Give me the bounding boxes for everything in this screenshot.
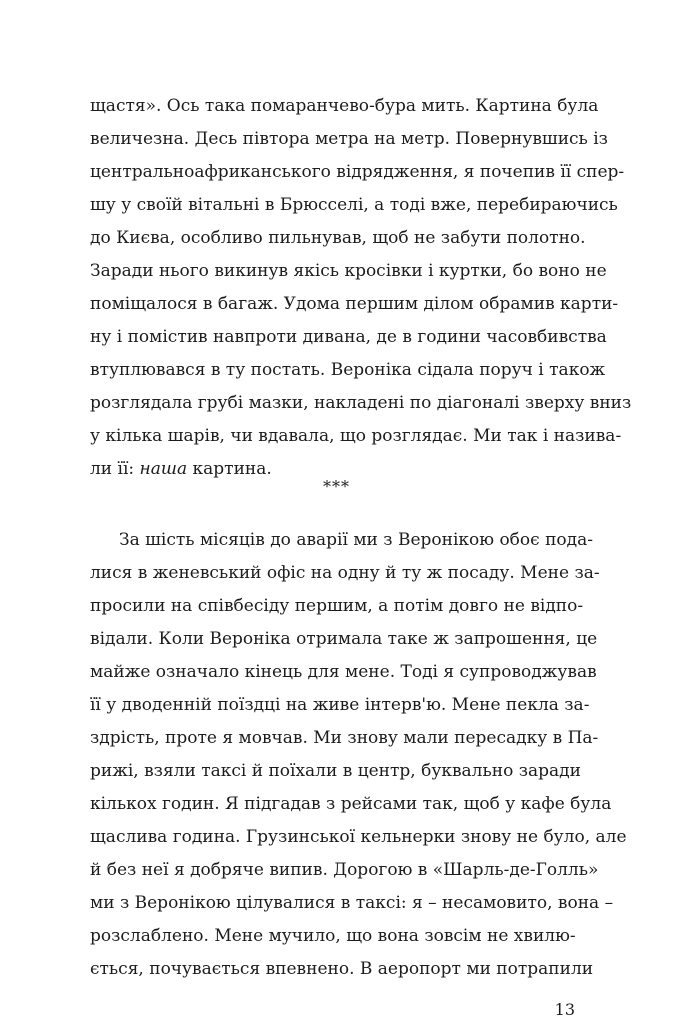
text-line: рижі, взяли таксі й поїхали в центр, буквально заради xyxy=(90,761,581,781)
text-run: ли її: xyxy=(90,459,140,479)
text-run: картина. xyxy=(187,459,272,479)
text-line: шу у своїй вітальні в Брюсселі, а тоді вже, перебираючись xyxy=(90,195,618,215)
text-line: втуплювався в ту постать. Вероніка сідала поруч і також xyxy=(90,360,606,380)
text-line: й без неї я добряче випив. Дорогою в «Шарль-де-Голль» xyxy=(90,860,599,880)
text-line: відали. Коли Вероніка отримала таке ж запрошення, це xyxy=(90,629,598,649)
text-line: ну і помістив навпроти дивана, де в години часовбивства xyxy=(90,327,607,347)
section-separator: *** xyxy=(323,477,350,496)
italic-emphasis: наша xyxy=(139,459,188,479)
text-line: майже означало кінець для мене. Тоді я супроводжував xyxy=(90,662,597,682)
text-line: здрість, проте я мовчав. Ми знову мали пересадку в Па- xyxy=(90,728,599,748)
text-line: величезна. Десь півтора метра на метр. Повернувшись із xyxy=(90,129,608,149)
text-line: щаслива година. Грузинської кельнерки знову не було, але xyxy=(90,827,627,847)
text-line: Заради нього викинув якісь кросівки і куртки, бо воно не xyxy=(90,261,607,281)
text-line: у кілька шарів, чи вдавала, що розглядає. Ми так і назива- xyxy=(90,426,622,446)
text-line: її у дводенній поїздці на живе інтерв'ю. Мене пекла за- xyxy=(90,695,590,715)
text-line: За шість місяців до аварії ми з Веронікою обоє пода- xyxy=(119,530,593,550)
text-line: розслаблено. Мене мучило, що вона зовсім не хвилю- xyxy=(90,926,576,946)
text-line: до Києва, особливо пильнував, щоб не забути полотно. xyxy=(90,228,586,248)
text-line: щастя». Ось така помаранчево-бура мить. Картина була xyxy=(90,96,599,116)
text-line: кількох годин. Я підгадав з рейсами так, щоб у кафе була xyxy=(90,794,612,814)
text-line: поміщалося в багаж. Удома першим ділом обрамив карти- xyxy=(90,294,619,314)
text-line: ми з Веронікою цілувалися в таксі: я – несамовито, вона – xyxy=(90,893,614,913)
text-line: розглядала грубі мазки, накладені по діагоналі зверху вниз xyxy=(90,393,632,413)
text-line: просили на співбесіду першим, а потім довго не відпо- xyxy=(90,596,584,616)
text-line: лися в женевський офіс на одну й ту ж посаду. Мене за- xyxy=(90,563,600,583)
text-line: центральноафриканського відрядження, я почепив її спер- xyxy=(90,162,625,182)
text-line-last xyxy=(90,459,575,479)
text-line: ється, почувається впевнено. В аеропорт ми потрапили xyxy=(90,959,594,979)
page-number: 13 xyxy=(554,1000,575,1019)
